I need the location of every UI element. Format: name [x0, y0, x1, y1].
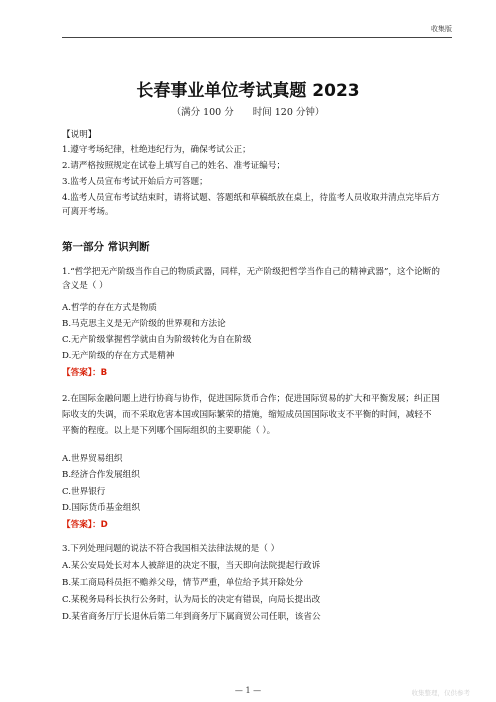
- question-stem: 3.下列处理问题的说法不符合我国相关法律法规的是（ ）: [62, 544, 280, 554]
- question-option: A.世界贸易组织: [62, 454, 123, 464]
- question-option: B.马克思主义是无产阶级的世界观和方法论: [62, 319, 226, 329]
- question-option: B.某工商局科员拒不赡养父母，情节严重，单位给予其开除处分: [62, 578, 304, 588]
- page-title: 长春事业单位考试真题 2023: [136, 81, 360, 101]
- instruction-line: 3.监考人员宣布考试开始后方可答题；: [62, 177, 208, 187]
- instruction-line: 1.遵守考场纪律，杜绝违纪行为，确保考试公正；: [62, 145, 251, 155]
- question-option: D.无产阶级的存在方式是精神: [62, 351, 175, 361]
- header-tag: 收集版: [431, 25, 452, 33]
- question-option: A.某公安局处长对本人被辞退的决定不服，当天即向法院提起行政诉: [62, 561, 321, 571]
- answer-label: 【答案】：D: [62, 520, 108, 530]
- answer-label: 【答案】：B: [62, 368, 108, 378]
- page-subtitle: （满分 100 分 时间 120 分钟）: [171, 107, 325, 118]
- watermark: 收集整理，仅供参考: [411, 689, 470, 697]
- question-option: C.无产阶级掌握哲学就由自为阶级转化为自在阶级: [62, 335, 252, 345]
- instruction-line: 2.请严格按照规定在试卷上填写自己的姓名、准考证编号；: [62, 161, 286, 171]
- question-stem: 2.在国际金融问题上进行协商与协作，促进国际货币合作；促进国际贸易的扩大和平衡发展；纠正国际收支的失调，而不采取危害本国或国际繁荣的措施，缩短成员国国际收支不平衡的时间，减轻不平衡的程度。以上是下列哪个国际组织的主要职能（ ）。: [62, 394, 440, 436]
- question-option: D.某省商务厅厅长退休后第二年到商务厅下属商贸公司任职，该省公: [62, 612, 321, 622]
- question-stem: 1.“哲学把无产阶级当作自己的物质武器，同样，无产阶级把哲学当作自己的精神武器”，这个论断的含义是（ ）: [62, 267, 440, 291]
- question-option: C.世界银行: [62, 487, 106, 497]
- question-option: C.某税务局科长执行公务时，认为局长的决定有错误，向局长提出改: [62, 595, 321, 605]
- section-heading: 第一部分 常识判断: [62, 241, 150, 253]
- instruction-line: 4.监考人员宣布考试结束时，请将试题、答题纸和草稿纸放在桌上，待监考人员收取并清点完毕后方可离开考场。: [62, 193, 440, 217]
- question-option: B.经济合作发展组织: [62, 470, 140, 480]
- instructions-heading: 【说明】: [62, 130, 97, 140]
- question-option: D.国际货币基金组织: [62, 503, 141, 513]
- header-rule: [62, 37, 452, 38]
- question-option: A.哲学的存在方式是物质: [62, 303, 157, 313]
- page-number: — 1 —: [234, 686, 262, 695]
